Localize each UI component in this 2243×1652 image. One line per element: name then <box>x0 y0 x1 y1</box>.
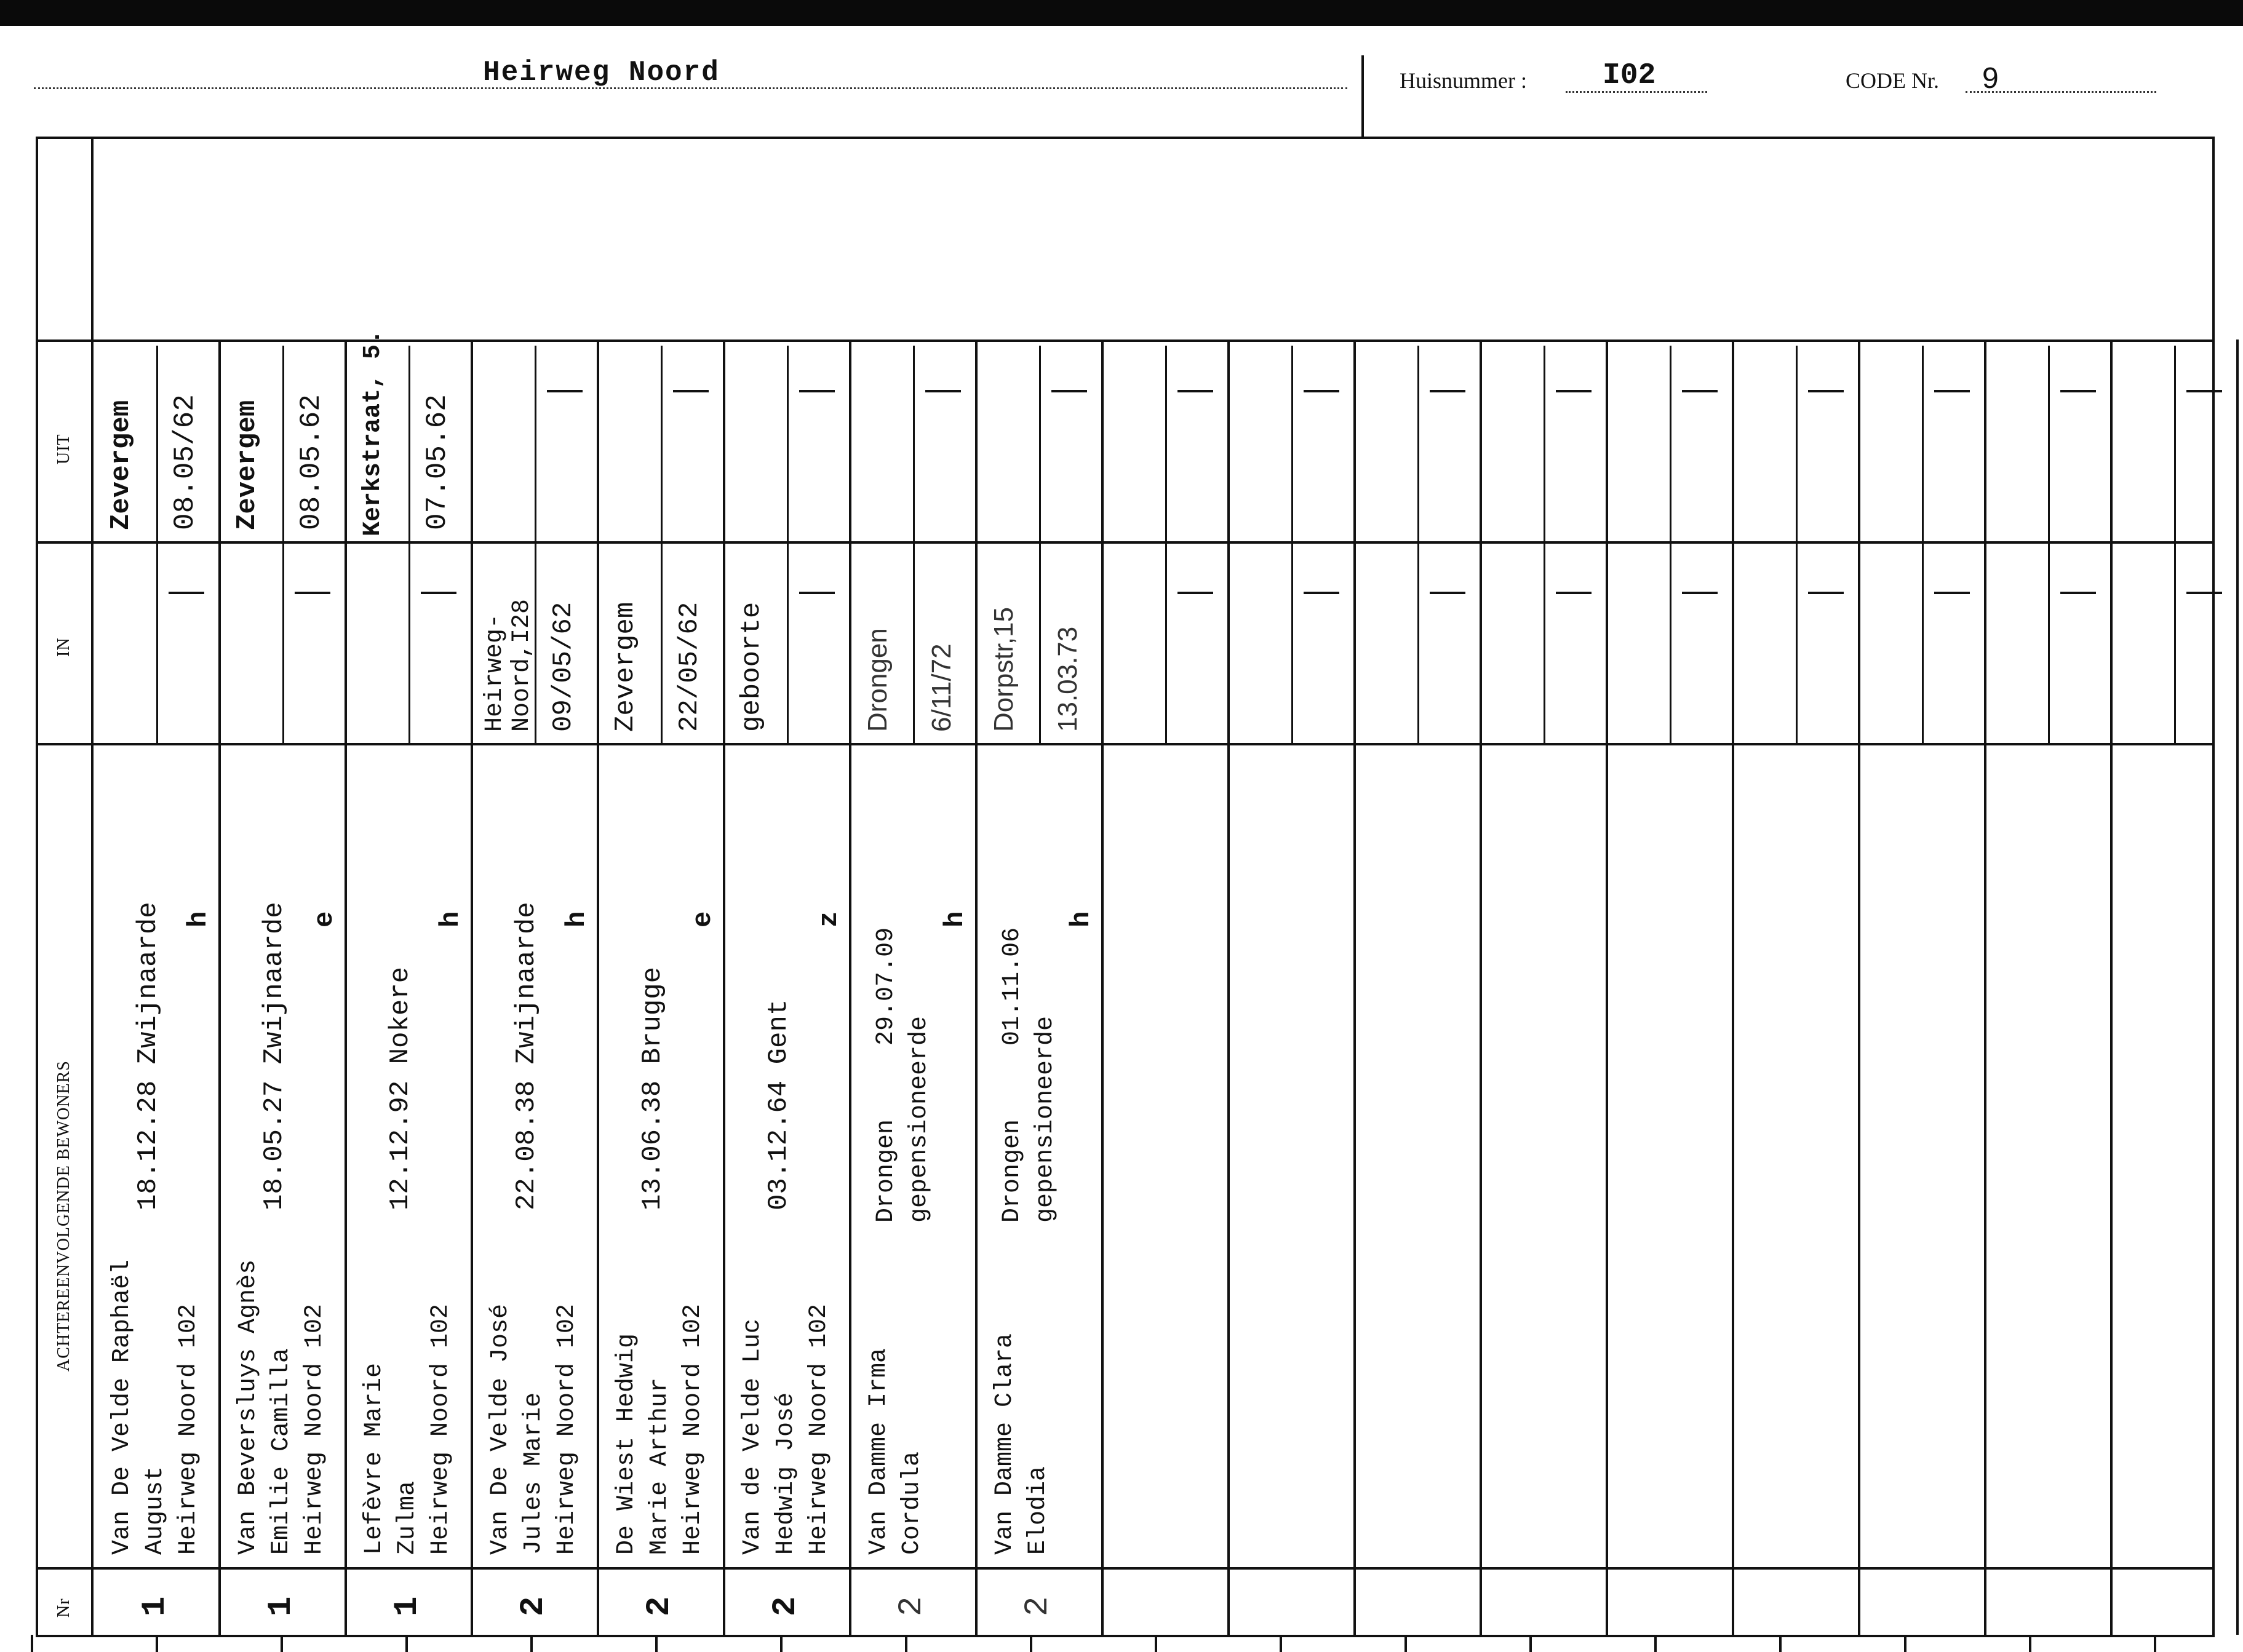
status-mark: z <box>814 911 845 927</box>
in-place: Dorpstr,15 <box>989 607 1019 732</box>
column-divider <box>723 340 725 1635</box>
uit-empty-dash <box>1682 390 1718 392</box>
birth-info: 03.12.64 Gent <box>763 999 794 1210</box>
column-divider <box>1227 340 1230 1635</box>
in-place: Heirweg- Noord,I28 <box>481 598 536 732</box>
uit-empty-dash <box>1177 390 1213 392</box>
row-number: 2 <box>641 1596 679 1616</box>
row-number: 2 <box>1019 1596 1057 1616</box>
uit-date: 08.05/62 <box>169 394 201 530</box>
in-section-label: IN <box>54 637 73 657</box>
uit-empty-dash <box>1556 390 1592 392</box>
column-divider <box>1480 340 1482 1635</box>
top-scan-edge <box>0 0 2243 26</box>
column-divider <box>1984 340 1986 1635</box>
resident-name-block: Van Beversluys Agnès Emilie Camilla Heirweg Noord 102 <box>234 1259 329 1555</box>
birth-info: Drongen 01.11.06 gepensioneerde <box>998 927 1059 1223</box>
bottom-tick <box>1404 1635 1407 1652</box>
subcolumn-divider <box>1670 346 1671 743</box>
subcolumn-divider <box>1796 346 1798 743</box>
bottom-tick <box>2029 1635 2031 1652</box>
uit-date: 08.05.62 <box>295 394 327 530</box>
column-divider <box>1732 340 1734 1635</box>
subcolumn-divider <box>1922 346 1924 743</box>
in-place: Zevergem <box>610 602 641 732</box>
uit-section-label: UIT <box>54 434 73 464</box>
birth-info: 12.12.92 Nokere <box>385 966 416 1210</box>
in-empty-dash <box>1682 592 1718 594</box>
in-empty-dash <box>799 592 835 594</box>
subcolumn-divider <box>282 346 284 743</box>
bottom-tick <box>156 1635 158 1652</box>
in-date: 09/05/62 <box>548 602 579 732</box>
nr-section-label: Nr <box>54 1598 73 1618</box>
column-divider <box>849 340 851 1635</box>
column-divider <box>1606 340 1608 1635</box>
in-empty-dash <box>1177 592 1213 594</box>
status-mark: h <box>562 911 592 927</box>
residents-section-label: ACHTEREENVOLGENDE BEWONERS <box>54 1060 73 1372</box>
row-number: 1 <box>263 1596 300 1616</box>
bottom-tick <box>1280 1635 1282 1652</box>
subcolumn-divider <box>661 346 663 743</box>
column-divider <box>345 340 347 1635</box>
in-empty-dash <box>1808 592 1844 594</box>
in-empty-dash <box>421 592 456 594</box>
status-mark: h <box>940 911 971 927</box>
bottom-tick <box>1030 1635 1032 1652</box>
resident-name-block: Lefèvre Marie Zulma Heirweg Noord 102 <box>361 1303 455 1555</box>
uit-empty-dash <box>2060 390 2096 392</box>
column-divider <box>218 340 221 1635</box>
resident-name-block: Van de Velde Luc Hedwig José Heirweg Noord 102 <box>739 1303 833 1555</box>
in-date: 13.03.73 <box>1053 626 1083 732</box>
column-divider <box>597 340 599 1635</box>
bottom-tick <box>31 1635 33 1652</box>
code-number: 9 <box>1982 62 1999 95</box>
row-number: 2 <box>893 1596 931 1616</box>
subcolumn-divider <box>913 346 915 743</box>
in-empty-dash <box>2060 592 2096 594</box>
uit-empty-dash <box>1808 390 1844 392</box>
house-number-label: Huisnummer : <box>1400 68 1527 93</box>
in-empty-dash <box>1430 592 1465 594</box>
column-divider <box>2236 340 2239 1635</box>
bottom-tick <box>281 1635 283 1652</box>
nr-section-top <box>36 1567 2215 1570</box>
bottom-tick <box>1529 1635 1532 1652</box>
uit-empty-dash <box>1051 390 1087 392</box>
uit-place: Kerkstraat, 5. <box>359 329 387 536</box>
in-place: geboorte <box>736 602 767 732</box>
status-mark: e <box>688 911 719 927</box>
column-divider <box>1353 340 1356 1635</box>
resident-name-block: Van De Velde Raphaël August Heirweg Noord 102 <box>108 1259 202 1555</box>
uit-empty-dash <box>1934 390 1970 392</box>
birth-info: 18.12.28 Zwijnaarde <box>133 902 164 1210</box>
in-empty-dash <box>295 592 330 594</box>
uit-empty-dash <box>2186 390 2222 392</box>
uit-place: Zevergem <box>232 400 263 530</box>
uit-empty-dash <box>1430 390 1465 392</box>
subcolumn-divider <box>1417 346 1419 743</box>
bottom-tick <box>405 1635 408 1652</box>
birth-info: 22.08.38 Zwijnaarde <box>511 902 542 1210</box>
status-mark: h <box>1066 911 1097 927</box>
street-name: Heirweg Noord <box>483 57 720 89</box>
resident-name-block: Van De Velde José Jules Marie Heirweg Noord 102 <box>487 1303 581 1555</box>
residents-section-top <box>36 743 2215 745</box>
column-divider <box>1858 340 1860 1635</box>
frame-left <box>36 137 38 1637</box>
column-divider <box>975 340 978 1635</box>
subcolumn-divider <box>1165 346 1167 743</box>
birth-info: 13.06.38 Brugge <box>637 966 668 1210</box>
in-empty-dash <box>1304 592 1339 594</box>
in-section-top <box>36 541 2215 544</box>
resident-name-block: De Wiest Hedwig Marie Arthur Heirweg Noord 102 <box>613 1303 707 1555</box>
label-column-divider <box>91 137 94 1637</box>
frame-right <box>2212 137 2215 1637</box>
in-empty-dash <box>169 592 204 594</box>
in-date: 6/11/72 <box>926 643 957 732</box>
bottom-tick <box>655 1635 658 1652</box>
subcolumn-divider <box>2174 346 2176 743</box>
subcolumn-divider <box>1291 346 1293 743</box>
in-empty-dash <box>2186 592 2222 594</box>
status-mark: h <box>183 911 214 927</box>
in-empty-dash <box>1934 592 1970 594</box>
bottom-tick <box>1779 1635 1782 1652</box>
in-place: Drongen <box>863 628 893 732</box>
house-number: I02 <box>1603 59 1656 92</box>
row-number: 2 <box>767 1596 805 1616</box>
uit-empty-dash <box>547 390 583 392</box>
row-number: 2 <box>515 1596 552 1616</box>
birth-info: Drongen 29.07.09 gepensioneerde <box>872 927 933 1223</box>
subcolumn-divider <box>408 346 410 743</box>
subcolumn-divider <box>787 346 789 743</box>
header-divider <box>1361 55 1364 137</box>
bottom-tick <box>1155 1635 1157 1652</box>
birth-info: 18.05.27 Zwijnaarde <box>259 902 290 1210</box>
bottom-tick <box>905 1635 907 1652</box>
bottom-tick <box>1654 1635 1657 1652</box>
row-number: 1 <box>137 1596 174 1616</box>
subcolumn-divider <box>156 346 158 743</box>
resident-name-block: Van Damme Irma Cordula <box>865 1348 926 1555</box>
frame-bottom <box>36 1635 2215 1637</box>
uit-empty-dash <box>799 390 835 392</box>
uit-empty-dash <box>925 390 961 392</box>
column-divider <box>1101 340 1104 1635</box>
resident-name-block: Van Damme Clara Elodia <box>991 1333 1052 1555</box>
bottom-tick <box>530 1635 533 1652</box>
in-date: 22/05/62 <box>674 602 705 732</box>
frame-top <box>36 137 2215 139</box>
bottom-tick <box>780 1635 783 1652</box>
uit-place: Zevergem <box>106 400 137 530</box>
bottom-tick <box>1904 1635 1906 1652</box>
subcolumn-divider <box>2048 346 2050 743</box>
subcolumn-divider <box>1544 346 1545 743</box>
column-divider <box>471 340 473 1635</box>
column-divider <box>2110 340 2113 1635</box>
bottom-tick <box>2154 1635 2156 1652</box>
status-mark: h <box>436 911 466 927</box>
uit-empty-dash <box>673 390 709 392</box>
uit-date: 07.05.62 <box>421 394 453 530</box>
subcolumn-divider <box>1039 346 1041 743</box>
in-empty-dash <box>1556 592 1592 594</box>
code-label: CODE Nr. <box>1846 68 1939 93</box>
status-mark: e <box>309 911 340 927</box>
row-number: 1 <box>389 1596 426 1616</box>
uit-empty-dash <box>1304 390 1339 392</box>
